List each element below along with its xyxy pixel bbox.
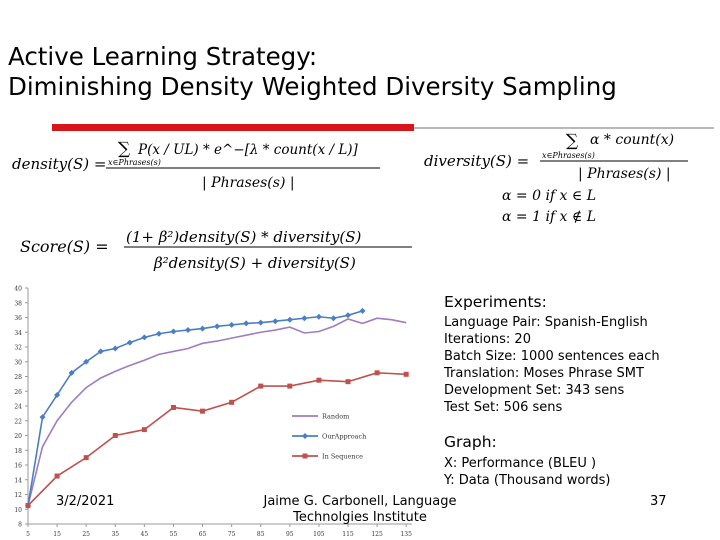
diversity-lhs: diversity(S) =: [424, 152, 530, 170]
legend-label-in-sequence: In Sequence: [322, 452, 363, 461]
x-tick-label: 5: [26, 531, 30, 538]
experiments-line: Test Set: 506 sens: [444, 400, 563, 415]
x-tick-label: 25: [82, 531, 91, 538]
series-point-ourapproach: [200, 326, 206, 332]
score-lhs: Score(S) =: [20, 237, 109, 256]
experiments-heading: Experiments:: [444, 293, 547, 311]
series-point-in-sequence: [287, 384, 292, 389]
series-point-in-sequence: [404, 372, 409, 377]
series-line-ourapproach: [28, 311, 363, 506]
score-formula: [14, 222, 424, 278]
series-point-ourapproach: [141, 334, 147, 340]
density-lhs: density(S) =: [12, 155, 107, 173]
footer-page-number: 37: [650, 494, 667, 509]
y-tick-label: 20: [14, 433, 22, 440]
diversity-sum-symbol: ∑: [566, 131, 579, 151]
y-tick-label: 32: [14, 344, 22, 352]
alpha-condition-1: α = 0 if x ∈ L: [502, 188, 597, 204]
y-tick-label: 40: [14, 285, 22, 293]
series-point-ourapproach: [185, 327, 191, 333]
density-sum-subscript: x∈Phrases(s): [108, 158, 161, 167]
experiments-line: Language Pair: Spanish-English: [444, 315, 648, 330]
experiments-panel: [444, 292, 716, 416]
series-point-in-sequence: [375, 370, 380, 375]
graph-info-panel: [444, 432, 716, 489]
title-line-2: Diminishing Density Weighted Diversity Sampling: [8, 72, 617, 101]
alpha-condition-2: α = 1 if x ∉ L: [502, 209, 597, 225]
y-tick-label: 14: [14, 477, 22, 485]
series-point-ourapproach: [214, 323, 220, 329]
series-point-in-sequence: [26, 503, 31, 508]
x-tick-label: 95: [285, 531, 294, 538]
series-point-in-sequence: [200, 409, 205, 414]
y-tick-label: 28: [14, 374, 22, 381]
y-tick-label: 34: [14, 329, 22, 337]
series-point-ourapproach: [127, 340, 133, 346]
series-point-in-sequence: [84, 455, 89, 460]
series-point-in-sequence: [142, 427, 147, 432]
series-point-ourapproach: [170, 329, 176, 335]
series-point-ourapproach: [330, 315, 336, 321]
experiments-line: Translation: Moses Phrase SMT: [444, 366, 644, 381]
y-tick-label: 8: [18, 521, 22, 529]
legend-label-random: Random: [322, 412, 350, 421]
diversity-numerator: α * count(x): [590, 132, 675, 148]
series-point-ourapproach: [243, 320, 249, 326]
graph-heading: Graph:: [444, 433, 497, 451]
series-point-in-sequence: [55, 474, 60, 479]
diversity-denominator: | Phrases(s) |: [578, 166, 671, 182]
footer-author-line-1: Jaime G. Carbonell, Language: [263, 494, 457, 509]
series-point-ourapproach: [345, 312, 351, 318]
x-tick-label: 55: [169, 531, 178, 538]
y-tick-label: 24: [14, 403, 22, 411]
density-numerator: P(x / UL) * e^−[λ * count(x / L)]: [138, 142, 358, 158]
density-sum-symbol: ∑: [118, 139, 131, 159]
y-tick-label: 36: [14, 315, 22, 322]
series-point-ourapproach: [229, 322, 235, 328]
series-point-in-sequence: [258, 384, 263, 389]
x-tick-label: 105: [313, 531, 325, 538]
y-tick-label: 22: [14, 418, 22, 426]
series-point-ourapproach: [316, 314, 322, 320]
diversity-sum-subscript: x∈Phrases(s): [542, 151, 595, 160]
series-point-in-sequence: [113, 433, 118, 438]
series-point-ourapproach: [287, 317, 293, 323]
x-tick-label: 125: [371, 531, 383, 538]
score-denominator: β²density(S) + diversity(S): [154, 254, 356, 272]
legend-label-ourapproach: OurApproach: [322, 432, 367, 441]
x-tick-label: 35: [111, 531, 120, 538]
score-numerator: (1+ β²)density(S) * diversity(S): [126, 228, 362, 246]
graph-y-description: Y: Data (Thousand words): [444, 473, 611, 488]
series-point-ourapproach: [272, 318, 278, 324]
y-tick-label: 18: [14, 447, 22, 455]
footer-date: 3/2/2021: [56, 494, 115, 509]
density-denominator: | Phrases(s) |: [202, 175, 295, 191]
x-tick-label: 65: [198, 531, 207, 538]
series-point-in-sequence: [171, 405, 176, 410]
x-tick-label: 45: [140, 531, 149, 538]
slide-title: [8, 42, 712, 102]
x-tick-label: 85: [256, 531, 265, 538]
y-tick-label: 12: [14, 492, 22, 499]
footer-author-line-2: Technolgies Institute: [293, 510, 427, 525]
y-tick-label: 10: [14, 506, 22, 514]
series-point-ourapproach: [258, 320, 264, 326]
title-line-1: Active Learning Strategy:: [8, 42, 318, 71]
x-tick-label: 75: [227, 531, 236, 538]
series-line-random: [28, 318, 406, 505]
diversity-formula: [420, 128, 700, 228]
y-tick-label: 30: [14, 359, 22, 367]
density-formula: [6, 132, 406, 194]
series-point-in-sequence: [316, 378, 321, 383]
legend-marker-in-sequence: [303, 454, 308, 459]
footer-author: [262, 494, 458, 526]
experiments-line: Development Set: 343 sens: [444, 383, 625, 398]
y-tick-label: 16: [14, 462, 22, 470]
graph-x-description: X: Performance (BLEU ): [444, 456, 597, 471]
experiments-line: Iterations: 20: [444, 332, 531, 347]
y-tick-label: 38: [14, 300, 22, 308]
series-point-in-sequence: [346, 379, 351, 384]
accent-bar: [52, 124, 414, 131]
experiments-line: Batch Size: 1000 sentences each: [444, 349, 660, 364]
series-point-ourapproach: [360, 308, 366, 314]
series-point-in-sequence: [229, 400, 234, 405]
x-tick-label: 135: [400, 531, 412, 538]
y-tick-label: 26: [14, 388, 22, 396]
series-point-ourapproach: [301, 315, 307, 321]
legend-marker-ourapproach: [302, 433, 308, 439]
x-tick-label: 115: [342, 531, 354, 538]
series-point-ourapproach: [112, 345, 118, 351]
series-point-ourapproach: [156, 331, 162, 337]
x-tick-label: 15: [53, 531, 61, 538]
